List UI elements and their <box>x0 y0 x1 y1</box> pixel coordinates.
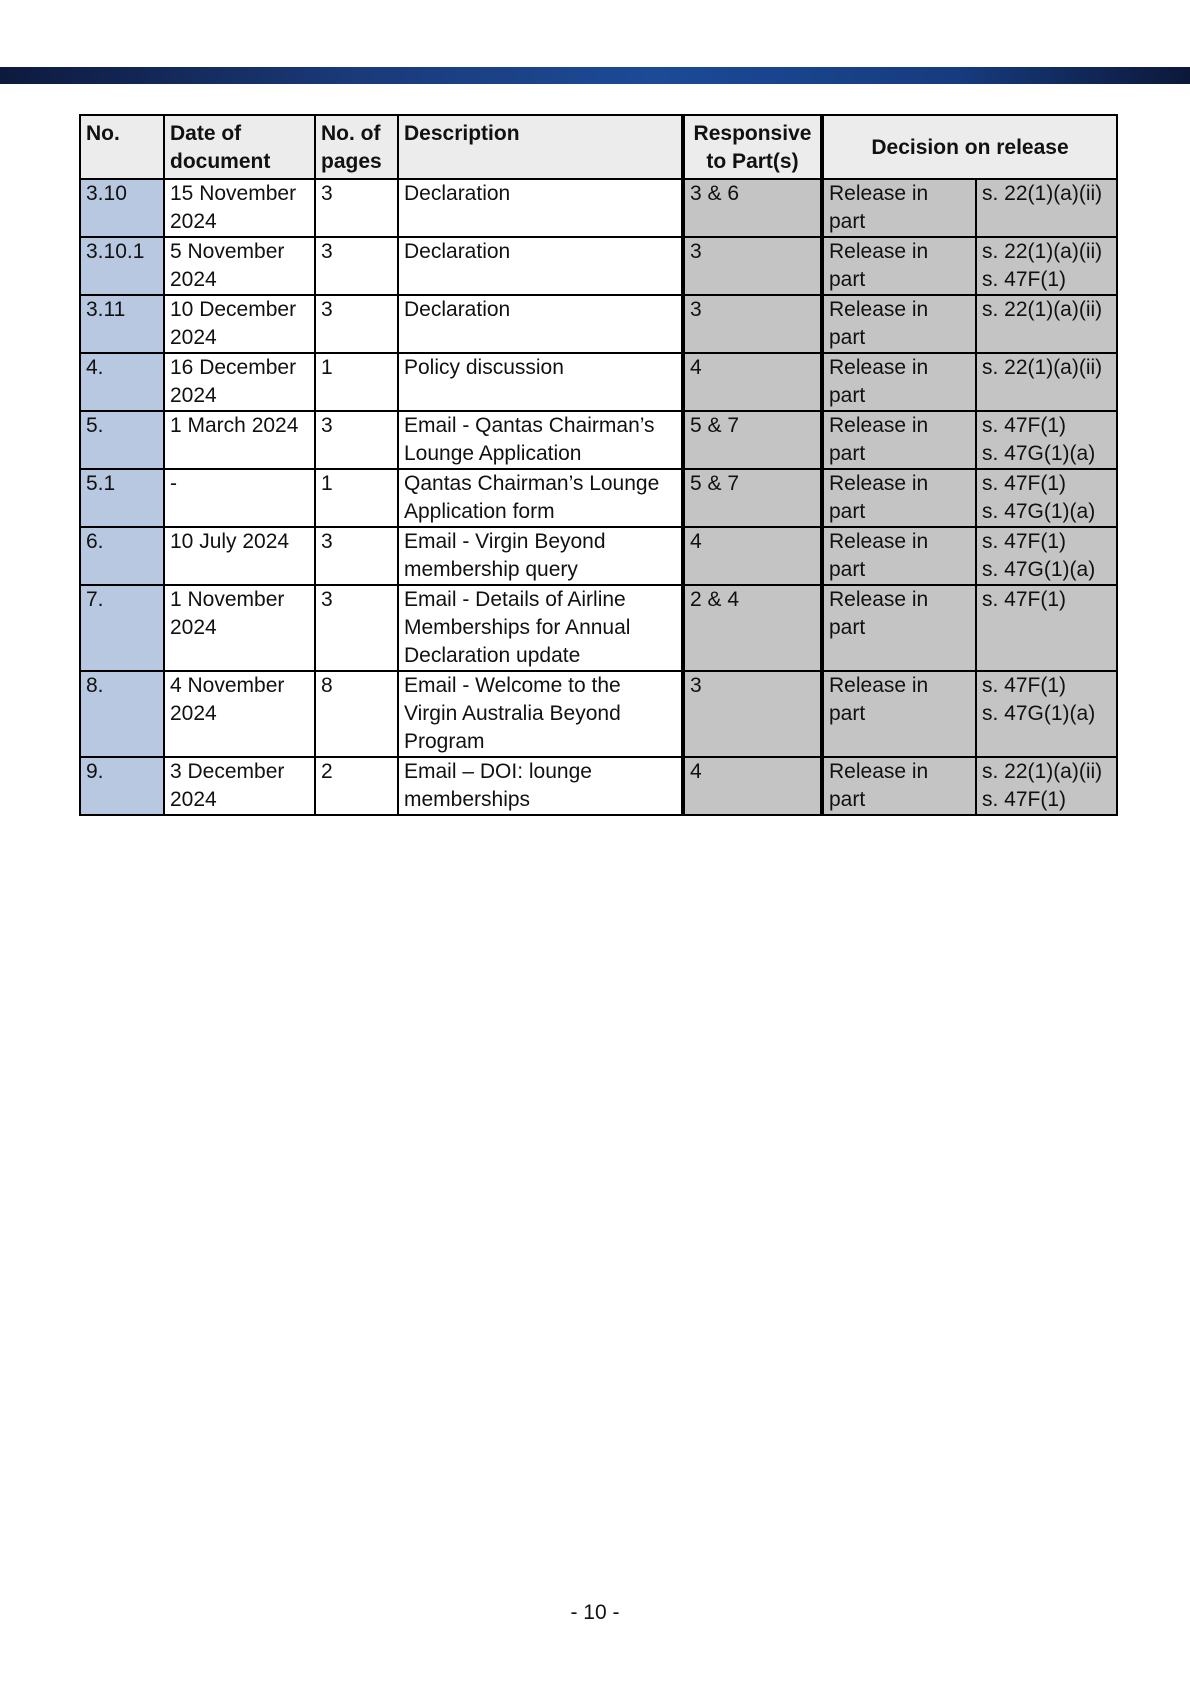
cell-responsive: 3 <box>683 237 822 295</box>
cell-pages: 3 <box>315 295 398 353</box>
cell-decision: Release in part <box>822 757 976 815</box>
cell-responsive: 3 & 6 <box>683 179 822 237</box>
cell-date: 1 November 2024 <box>164 585 315 671</box>
cell-decision: Release in part <box>822 671 976 757</box>
cell-pages: 1 <box>315 353 398 411</box>
cell-no: 3.10 <box>80 179 164 237</box>
table-row <box>80 527 1117 585</box>
cell-sections: s. 22(1)(a)(ii) s. 47F(1) <box>976 757 1117 815</box>
cell-sections: s. 22(1)(a)(ii) s. 47F(1) <box>976 237 1117 295</box>
cell-decision: Release in part <box>822 295 976 353</box>
cell-date: 10 December 2024 <box>164 295 315 353</box>
cell-description: Declaration <box>398 295 683 353</box>
cell-responsive: 5 & 7 <box>683 469 822 527</box>
cell-date: 3 December 2024 <box>164 757 315 815</box>
cell-sections: s. 22(1)(a)(ii) <box>976 295 1117 353</box>
cell-no: 3.10.1 <box>80 237 164 295</box>
cell-pages: 3 <box>315 411 398 469</box>
cell-responsive: 2 & 4 <box>683 585 822 671</box>
cell-pages: 1 <box>315 469 398 527</box>
cell-responsive: 4 <box>683 757 822 815</box>
cell-date: 4 November 2024 <box>164 671 315 757</box>
cell-description: Email - Qantas Chairman’s Lounge Application <box>398 411 683 469</box>
table-row <box>80 757 1117 815</box>
cell-description: Email - Details of Airline Memberships for Annual Declaration update <box>398 585 683 671</box>
cell-date: 1 March 2024 <box>164 411 315 469</box>
cell-responsive: 5 & 7 <box>683 411 822 469</box>
cell-sections: s. 47F(1) s. 47G(1)(a) <box>976 469 1117 527</box>
table-row <box>80 353 1117 411</box>
table-row <box>80 295 1117 353</box>
cell-responsive: 4 <box>683 353 822 411</box>
cell-description: Qantas Chairman’s Lounge Application form <box>398 469 683 527</box>
page-number: - 10 - <box>570 1601 620 1624</box>
cell-no: 9. <box>80 757 164 815</box>
cell-date: 5 November 2024 <box>164 237 315 295</box>
cell-description: Policy discussion <box>398 353 683 411</box>
header-responsive: Responsive to Part(s) <box>683 115 822 179</box>
cell-description: Declaration <box>398 179 683 237</box>
cell-description: Email - Welcome to the Virgin Australia Beyond Program <box>398 671 683 757</box>
cell-no: 5.1 <box>80 469 164 527</box>
table-body <box>80 179 1117 815</box>
cell-no: 4. <box>80 353 164 411</box>
cell-date: - <box>164 469 315 527</box>
cell-responsive: 3 <box>683 295 822 353</box>
cell-sections: s. 47F(1) s. 47G(1)(a) <box>976 411 1117 469</box>
cell-sections: s. 47F(1) s. 47G(1)(a) <box>976 671 1117 757</box>
table-row <box>80 179 1117 237</box>
cell-sections: s. 47F(1) s. 47G(1)(a) <box>976 527 1117 585</box>
cell-decision: Release in part <box>822 353 976 411</box>
table-row <box>80 411 1117 469</box>
cell-decision: Release in part <box>822 527 976 585</box>
header-no: No. <box>80 115 164 179</box>
header-date: Date of document <box>164 115 315 179</box>
cell-no: 3.11 <box>80 295 164 353</box>
cell-decision: Release in part <box>822 179 976 237</box>
cell-sections: s. 22(1)(a)(ii) <box>976 353 1117 411</box>
cell-no: 8. <box>80 671 164 757</box>
cell-pages: 2 <box>315 757 398 815</box>
cell-decision: Release in part <box>822 585 976 671</box>
cell-sections: s. 22(1)(a)(ii) <box>976 179 1117 237</box>
cell-description: Email - Virgin Beyond membership query <box>398 527 683 585</box>
cell-description: Declaration <box>398 237 683 295</box>
cell-decision: Release in part <box>822 411 976 469</box>
cell-date: 16 December 2024 <box>164 353 315 411</box>
document-schedule-table <box>79 114 1118 816</box>
cell-decision: Release in part <box>822 237 976 295</box>
cell-date: 10 July 2024 <box>164 527 315 585</box>
cell-sections: s. 47F(1) <box>976 585 1117 671</box>
cell-responsive: 3 <box>683 671 822 757</box>
cell-pages: 3 <box>315 179 398 237</box>
cell-no: 6. <box>80 527 164 585</box>
cell-pages: 3 <box>315 527 398 585</box>
table-row <box>80 237 1117 295</box>
cell-pages: 3 <box>315 237 398 295</box>
header-banner-bar <box>0 67 1190 84</box>
cell-decision: Release in part <box>822 469 976 527</box>
cell-no: 7. <box>80 585 164 671</box>
cell-description: Email – DOI: lounge memberships <box>398 757 683 815</box>
header-pages: No. of pages <box>315 115 398 179</box>
cell-no: 5. <box>80 411 164 469</box>
cell-pages: 3 <box>315 585 398 671</box>
header-decision: Decision on release <box>822 115 1117 179</box>
header-description: Description <box>398 115 683 179</box>
cell-pages: 8 <box>315 671 398 757</box>
cell-date: 15 November 2024 <box>164 179 315 237</box>
table-row <box>80 671 1117 757</box>
table-row <box>80 469 1117 527</box>
cell-responsive: 4 <box>683 527 822 585</box>
table-row <box>80 585 1117 671</box>
table-header-row <box>80 115 1117 179</box>
